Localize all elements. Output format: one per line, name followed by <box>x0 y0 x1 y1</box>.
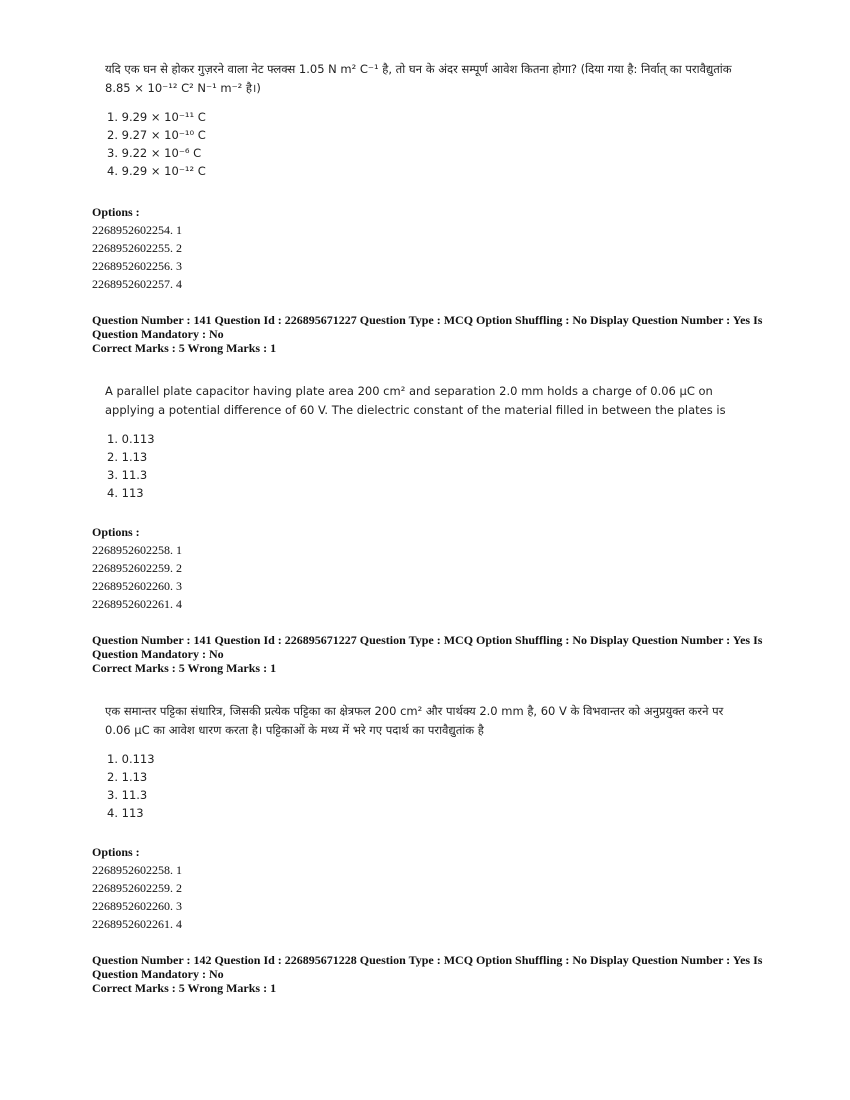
options-label: Options : <box>92 845 140 859</box>
answer-choice: 3. 9.22 × 10⁻⁶ C <box>107 146 202 160</box>
option-id: 2268952602257. 4 <box>92 277 182 291</box>
answer-choice: 3. 11.3 <box>107 468 148 482</box>
answer-choice: 1. 0.113 <box>107 752 155 766</box>
question-marks: Correct Marks : 5 Wrong Marks : 1 <box>92 981 277 995</box>
option-id: 2268952602258. 1 <box>92 863 182 877</box>
question-meta-line: Question Number : 141 Question Id : 226895671227 Question Type : MCQ Option Shuffling : No Display Question Number : Yes Is <box>92 313 763 327</box>
question-text-block <box>105 702 745 822</box>
question-text-block <box>105 60 745 180</box>
question-marks: Correct Marks : 5 Wrong Marks : 1 <box>92 661 277 675</box>
answer-choice: 2. 1.13 <box>107 450 148 464</box>
option-id: 2268952602259. 2 <box>92 881 182 895</box>
option-id: 2268952602255. 2 <box>92 241 182 255</box>
option-id: 2268952602254. 1 <box>92 223 182 237</box>
question-text: एक समान्तर पट्टिका संधारित्र, जिसकी प्रत्येक पट्टिका का क्षेत्रफल 200 cm² और पार्थक्य 2.0 mm है, 60 V के विभवान्तर को अनुप्रयुक्त करने पर 0.06 μC का आवेश धारण करता है। पट्टिकाओं के मध्य में भरे गए पदार्थ का परावैद्युतांक है <box>105 704 724 737</box>
options-list <box>92 843 182 933</box>
question-meta-line: Question Mandatory : No <box>92 327 224 341</box>
options-list <box>92 523 182 613</box>
answer-choice: 3. 11.3 <box>107 788 148 802</box>
question-meta-line: Question Mandatory : No <box>92 967 224 981</box>
question-meta <box>92 633 772 675</box>
answer-choice: 4. 113 <box>107 806 144 820</box>
option-id: 2268952602261. 4 <box>92 597 182 611</box>
question-text: A parallel plate capacitor having plate area 200 cm² and separation 2.0 mm holds a charge of 0.06 μC on applying a potential difference of 60 V. The dielectric constant of the material filled in between the plates is <box>105 384 726 417</box>
option-id: 2268952602260. 3 <box>92 579 182 593</box>
option-id: 2268952602259. 2 <box>92 561 182 575</box>
option-id: 2268952602261. 4 <box>92 917 182 931</box>
answer-choice: 4. 113 <box>107 486 144 500</box>
option-id: 2268952602260. 3 <box>92 899 182 913</box>
options-list <box>92 203 182 293</box>
answer-choice: 1. 0.113 <box>107 432 155 446</box>
question-meta-line: Question Number : 142 Question Id : 226895671228 Question Type : MCQ Option Shuffling : No Display Question Number : Yes Is <box>92 953 763 967</box>
answer-choice: 2. 1.13 <box>107 770 148 784</box>
option-id: 2268952602256. 3 <box>92 259 182 273</box>
question-meta-line: Question Number : 141 Question Id : 226895671227 Question Type : MCQ Option Shuffling : No Display Question Number : Yes Is <box>92 633 763 647</box>
answer-choice: 2. 9.27 × 10⁻¹⁰ C <box>107 128 206 142</box>
options-label: Options : <box>92 525 140 539</box>
answer-choice: 4. 9.29 × 10⁻¹² C <box>107 164 206 178</box>
question-meta <box>92 313 772 355</box>
question-text-block <box>105 382 745 502</box>
answer-choice: 1. 9.29 × 10⁻¹¹ C <box>107 110 206 124</box>
question-text: यदि एक घन से होकर गुज़रने वाला नेट फ्लक्स 1.05 N m² C⁻¹ है, तो घन के अंदर सम्पूर्ण आवेश कितना होगा? (दिया गया है: निर्वात् का परावैद्युतांक 8.85 × 10⁻¹² C² N⁻¹ m⁻² है।) <box>105 62 732 95</box>
question-marks: Correct Marks : 5 Wrong Marks : 1 <box>92 341 277 355</box>
question-meta-line: Question Mandatory : No <box>92 647 224 661</box>
option-id: 2268952602258. 1 <box>92 543 182 557</box>
options-label: Options : <box>92 205 140 219</box>
question-meta <box>92 953 772 995</box>
